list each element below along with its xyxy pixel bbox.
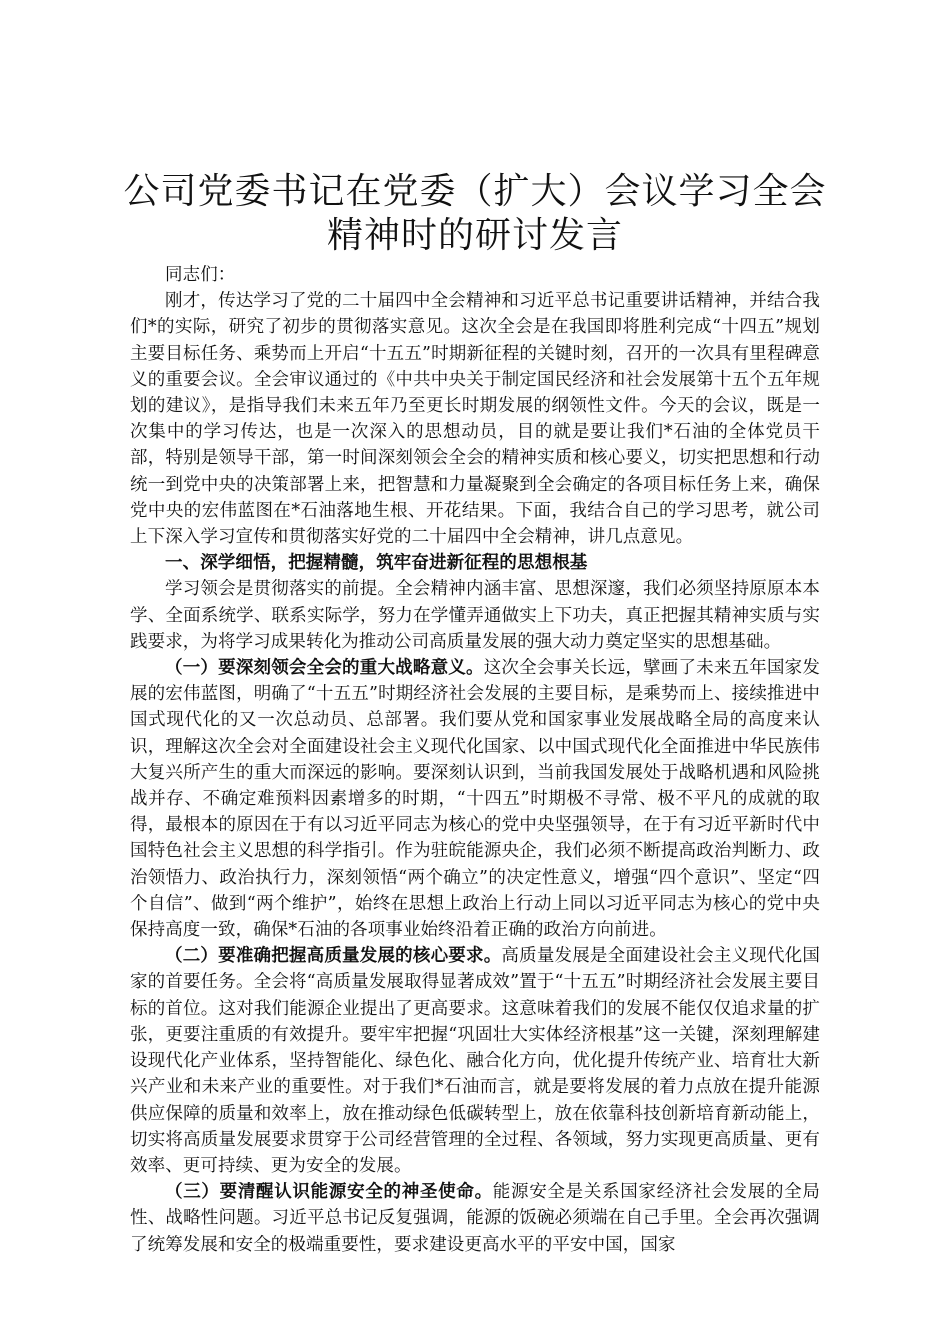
salutation: 同志们： bbox=[165, 265, 236, 285]
point-heading-2: （二）要准确把握高质量发展的核心要求。 bbox=[165, 946, 502, 967]
document-title: 公司党委书记在党委（扩大）会议学习全会精神时的研讨发言 bbox=[123, 171, 827, 256]
point-paragraph-3 bbox=[130, 1179, 820, 1258]
point-body-2: 高质量发展是全面建设社会主义现代化国家的首要任务。全会将“高质量发展取得显著成效”置于“十五五”时期经济社会发展主要目标的首位。这对我们能源企业提出了更高要求。这意味着我们的发展不能仅仅追求量的扩张，更要注重质的有效提升。要牢牢把握“巩固壮大实体经济根基”这一关键，深刻理解建设现代化产业体系，坚持智能化、绿色化、融合化方向，优化提升传统产业、培育壮大新兴产业和未来产业的重要性。对于我们*石油而言，就是要将发展的着力点放在提升能源供应保障的质量和效率上，放在推动绿色低碳转型上，放在依靠科技创新培育新动能上，切实将高质量发展要求贯穿于公司经营管理的全过程、各领域，努力实现更高质量、更有效率、更可持续、更为安全的发展。 bbox=[130, 946, 820, 1176]
section-intro-paragraph: 学习领会是贯彻落实的前提。全会精神内涵丰富、思想深邃，我们必须坚持原原本本学、全面系统学、联系实际学，努力在学懂弄通做实上下功夫，真正把握其精神实质与实践要求，为将学习成果转化为推动公司高质量发展的强大动力奠定坚实的思想基础。 bbox=[130, 579, 820, 652]
point-heading-3: （三）要清醒认识能源安全的神圣使命。 bbox=[165, 1182, 493, 1203]
point-paragraph-2 bbox=[130, 943, 820, 1179]
point-body-1: 这次全会事关长远，擘画了未来五年国家发展的宏伟蓝图，明确了“十五五”时期经济社会发展的主要目标，是乘势而上、接续推进中国式现代化的又一次总动员、总部署。我们要从党和国家事业发展战略全局的高度来认识，理解这次全会对全面建设社会主义现代化国家、以中国式现代化全面推进中华民族伟大复兴所产生的重大而深远的影响。要深刻认识到，当前我国发展处于战略机遇和风险挑战并存、不确定难预料因素增多的时期，“十四五”时期极不寻常、极不平凡的成就的取得，最根本的原因在于有以习近平同志为核心的党中央坚强领导，在于有习近平新时代中国特色社会主义思想的科学指引。作为驻皖能源央企，我们必须不断提高政治判断力、政治领悟力、政治执行力，深刻领悟“两个确立”的决定性意义，增强“四个意识”、坚定“四个自信”、做到“两个维护”，始终在思想上政治上行动上同以习近平同志为核心的党中央保持高度一致，确保*石油的各项事业始终沿着正确的政治方向前进。 bbox=[130, 658, 820, 941]
point-body-3: 能源安全是关系国家经济社会发展的全局性、战略性问题。习近平总书记反复强调，能源的饭碗必须端在自己手里。全会再次强调了统筹发展和安全的极端重要性，要求建设更高水平的平安中国，国家 bbox=[130, 1182, 820, 1255]
intro-paragraph: 刚才，传达学习了党的二十届四中全会精神和习近平总书记重要讲话精神，并结合我们*的实际，研究了初步的贯彻落实意见。这次全会是在我国即将胜利完成“十四五”规划主要目标任务、乘势而上开启“十五五”时期新征程的关键时刻，召开的一次具有里程碑意义的重要会议。全会审议通过的《中共中央关于制定国民经济和社会发展第十五个五年规划的建议》，是指导我们未来五年乃至更长时期发展的纲领性文件。今天的会议，既是一次集中的学习传达，也是一次深入的思想动员，目的就是要让我们*石油的全体党员干部，特别是领导干部，第一时间深刻领会全会的精神实质和核心要义，切实把思想和行动统一到党中央的决策部署上来，把智慧和力量凝聚到全会确定的各项目标任务上来，确保党中央的宏伟蓝图在*石油落地生根、开花结果。下面，我结合自己的学习思考，就公司上下深入学习宣传和贯彻落实好党的二十届四中全会精神，讲几点意见。 bbox=[130, 291, 820, 548]
point-heading-1: （一）要深刻领会全会的重大战略意义。 bbox=[165, 658, 484, 679]
document-page bbox=[123, 170, 827, 1258]
point-paragraph-1 bbox=[130, 655, 820, 943]
section-heading-1: 一、深学细悟，把握精髓，筑牢奋进新征程的思想根基 bbox=[165, 553, 588, 574]
